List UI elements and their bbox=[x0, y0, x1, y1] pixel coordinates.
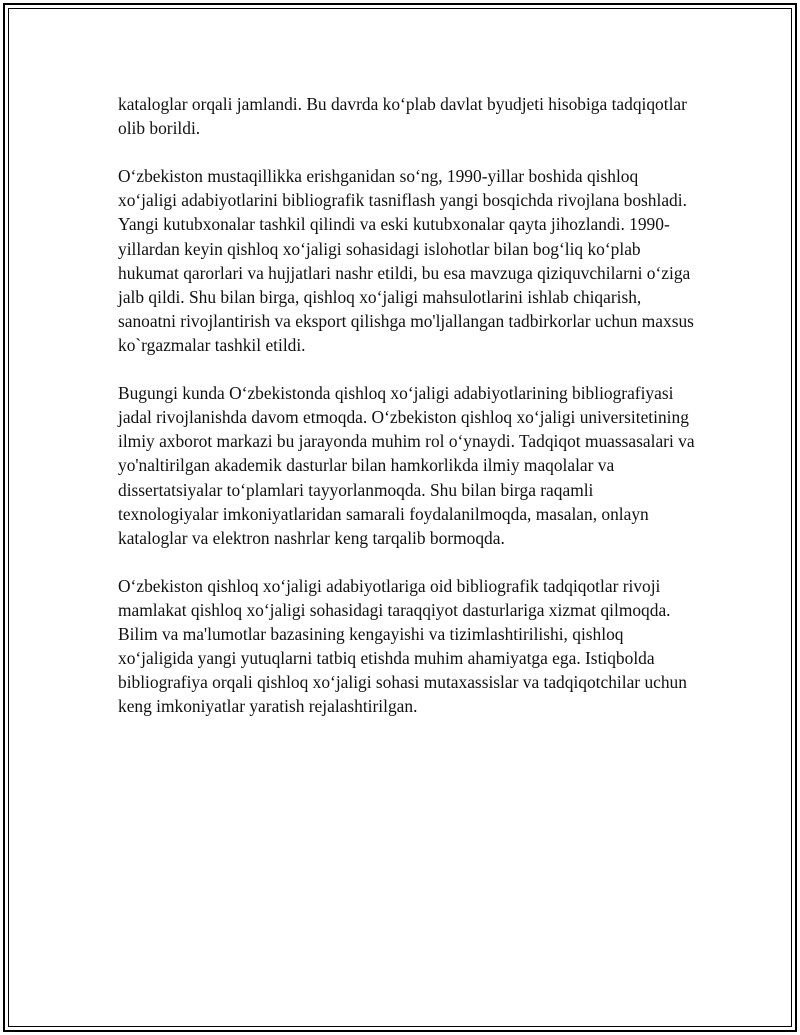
paragraph-2: O‘zbekiston mustaqillikka erishganidan so‘ng, 1990-yillar boshida qishloq xo‘jaligi adabiyotlarini bibliografik tasniflash yangi bosqichda rivojlana boshladi. Yangi kutubxonalar tashkil qilindi va eski kutubxonalar qayta jihozlandi. 1990-yillardan keyin qishloq xo‘jaligi sohasidagi islohotlar bilan bog‘liq ko‘plab hukumat qarorlari va hujjatlari nashr etildi, bu esa mavzuga qiziquvchilarni o‘ziga jalb qildi. Shu bilan birga, qishloq xo‘jaligi mahsulotlarini ishlab chiqarish, sanoatni rivojlantirish va eksport qilishga mo'ljallangan tadbirkorlar uchun maxsus ko`rgazmalar tashkil etildi. bbox=[118, 166, 694, 355]
paragraph-3: Bugungi kunda O‘zbekistonda qishloq xo‘jaligi adabiyotlarining bibliografiyasi jadal rivojlanishda davom etmoqda. O‘zbekiston qishloq xo‘jaligi universitetining ilmiy axborot markazi bu jarayonda muhim rol o‘ynaydi. Tadqiqot muassasalari va yo'naltirilgan akademik dasturlar bilan hamkorlikda ilmiy maqolalar va dissertatsiyalar to‘plamlari tayyorlanmoqda. Shu bilan birga raqamli texnologiyalar imkoniyatlaridan samarali foydalanilmoqda, masalan, onlayn kataloglar va elektron nashrlar keng tarqalib bormoqda. bbox=[118, 383, 695, 548]
paragraph-1: kataloglar orqali jamlandi. Bu davrda ko‘plab davlat byudjeti hisobiga tadqiqotlar olib borildi. bbox=[118, 94, 687, 139]
paragraph-4: O‘zbekiston qishloq xo‘jaligi adabiyotlariga oid bibliografik tadqiqotlar rivoji mamlakat qishloq xo‘jaligi sohasidagi taraqqiyot dasturlariga xizmat qilmoqda. Bilim va ma'lumotlar bazasining kengayishi va tizimlashtirilishi, qishloq xo‘jaligida yangi yutuqlarni tatbiq etishda muhim ahamiyatga ega. Istiqbolda bibliografiya orqali qishloq xo‘jaligi sohasi mutaxassislar va tadqiqotchilar uchun keng imkoniyatlar yaratish rejalashtirilgan. bbox=[118, 575, 687, 717]
document-body bbox=[118, 92, 698, 743]
